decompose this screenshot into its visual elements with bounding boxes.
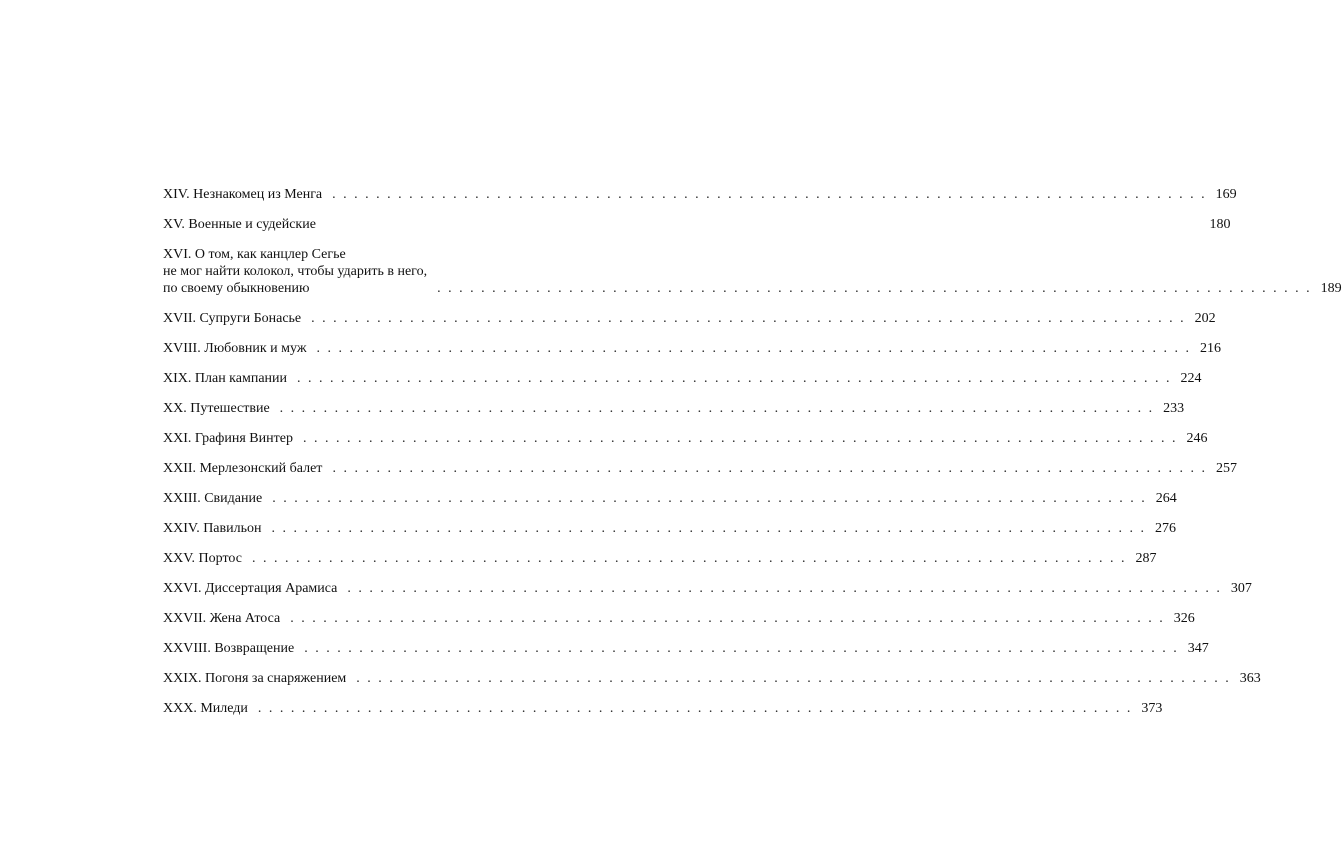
toc-entry [163,550,1157,567]
toc-entry-title [163,640,294,657]
toc-entry [163,246,1342,297]
dot-leader: . . . . . . . . . . . . . . . . . . . . . . . . . . . . . . . . . . . . . . . . . . . . . . . . . . . . . . . . . . . . . . . . . . . . . . . . . . . . . . . . [311,311,1186,326]
toc-entry-title [163,246,427,297]
toc-page-number: 169 [1215,187,1237,202]
toc-entry [163,310,1216,327]
dot-leader: . . . . . . . . . . . . . . . . . . . . . . . . . . . . . . . . . . . . . . . . . . . . . . . . . . . . . . . . . . . . . . . . . . . . . . . . . . . . . . . . [316,341,1192,356]
toc-entry-title [163,310,301,327]
dot-leader: . . . . . . . . . . . . . . . . . . . . . . . . . . . . . . . . . . . . . . . . . . . . . . . . . . . . . . . . . . . . . . . . . . . . . . . . . . . . . . . . [304,641,1179,656]
dot-leader: . . . . . . . . . . . . . . . . . . . . . . . . . . . . . . . . . . . . . . . . . . . . . . . . . . . . . . . . . . . . . . . . . . . . . . . . . . . . . . . . [332,187,1207,202]
toc-page-number: 180 [1209,217,1231,232]
toc-entry-title-line: XV. Военные и судейские [163,217,316,232]
toc-entry-title [163,400,270,417]
dot-leader: . . . . . . . . . . . . . . . . . . . . . . . . . . . . . . . . . . . . . . . . . . . . . . . . . . . . . . . . . . . . . . . . . . . . . . . . . . . . . . . . [297,371,1172,386]
dot-leader: . . . . . . . . . . . . . . . . . . . . . . . . . . . . . . . . . . . . . . . . . . . . . . . . . . . . . . . . . . . . . . . . . . . . . . . . . . . . . . . . [279,401,1155,416]
toc-entry-title-line: XVI. О том, как канцлер Сегье [163,247,346,262]
toc-entry-title-line: по своему обыкновению [163,281,310,296]
dot-leader: . . . . . . . . . . . . . . . . . . . . . . . . . . . . . . . . . . . . . . . . . . . . . . . . . . . . . . . . . . . . . . . . . . . . . . . . . . . . . . . . [257,701,1133,716]
toc-entry-title-line: не мог найти колокол, чтобы ударить в него, [163,264,428,279]
toc-entry-title [163,610,280,627]
toc-entry-title-line: XVII. Супруги Бонасье [163,311,302,326]
toc-entry [163,186,1237,203]
dot-leader: . . . . . . . . . . . . . . . . . . . . . . . . . . . . . . . . . . . . . . . . . . . . . . . . . . . . . . . . . . . . . . . . . . . . . . . . . . . . . . . . [251,551,1127,566]
toc-entry-title [163,340,307,357]
dot-leader: . . . . . . . . . . . . . . . . . . . . . . . . . . . . . . . . . . . . . . . . . . . . . . . . . . . . . . . . . . . . . . . . . . . . . . . . . . . . . . . . [271,521,1146,536]
toc-entry-title [163,430,293,447]
toc-entry-title [163,700,248,717]
dot-leader: . . . . . . . . . . . . . . . . . . . . . . . . . . . . . . . . . . . . . . . . . . . . . . . . . . . . . . . . . . . . . . . . . . . . . . . . . . . . . . . . [356,671,1231,686]
dot-leader: . . . . . . . . . . . . . . . . . . . . . . . . . . . . . . . . . . . . . . . . . . . . . . . . . . . . . . . . . . . . . . . . . . . . . . . . . . . . . . . . [347,581,1222,596]
toc-entry-title [163,216,316,233]
toc-entry-title-line: XXI. Графиня Винтер [163,431,293,446]
toc-entry-title [163,490,262,507]
toc-entry [163,340,1222,357]
toc-entry [163,400,1185,417]
toc-page-number: 307 [1230,581,1252,596]
toc-page-number: 189 [1320,281,1342,296]
toc-page-number: 216 [1200,341,1222,356]
dot-leader: . . . . . . . . . . . . . . . . . . . . . . . . . . . . . . . . . . . . . . . . . . . . . . . . . . . . . . . . . . . . . . . . . . . . . . . . . . . . . . . . [437,281,1312,296]
toc-entry-title-line: XX. Путешествие [163,401,270,416]
toc-entry-title-line: XXIX. Погоня за снаряжением [163,671,347,686]
toc-entry-title [163,580,337,597]
toc-entry-title [163,370,287,387]
toc-page-number: 233 [1163,401,1185,416]
toc-page-number: 363 [1239,671,1261,686]
toc-entry [163,610,1195,627]
toc-entry-title-line: XXVII. Жена Атоса [163,611,281,626]
toc-entry [163,216,1231,233]
toc-entry [163,640,1209,657]
toc-page-number: 224 [1180,371,1202,386]
toc-page-number: 202 [1194,311,1216,326]
table-of-contents [163,186,1342,717]
toc-entry [163,460,1237,477]
dot-leader: . . . . . . . . . . . . . . . . . . . . . . . . . . . . . . . . . . . . . . . . . . . . . . . . . . . . . . . . . . . . . . . . . . . . . . . . . . . . . . . . [272,491,1147,506]
dot-leader: . . . . . . . . . . . . . . . . . . . . . . . . . . . . . . . . . . . . . . . . . . . . . . . . . . . . . . . . . . . . . . . . . . . . . . . . . . . . . . . . [332,461,1207,476]
toc-entry-title-line: XXIII. Свидание [163,491,263,506]
toc-entry-title-line: XXVIII. Возвращение [163,641,295,656]
toc-entry [163,490,1177,507]
toc-entry-title-line: XIV. Незнакомец из Менга [163,187,323,202]
dot-leader: . . . . . . . . . . . . . . . . . . . . . . . . . . . . . . . . . . . . . . . . . . . . . . . . . . . . . . . . . . . . . . . . . . . . . . . . . . . . . . . . [290,611,1165,626]
toc-entry-title [163,550,242,567]
toc-entry-title-line: XVIII. Любовник и муж [163,341,307,356]
toc-entry-title-line: XXII. Мерлезонский балет [163,461,323,476]
toc-page-number: 264 [1155,491,1177,506]
toc-page-number: 287 [1135,551,1157,566]
toc-entry [163,520,1176,537]
toc-page-number: 347 [1187,641,1209,656]
toc-page-number: 246 [1186,431,1208,446]
toc-entry [163,700,1163,717]
toc-page-number: 276 [1154,521,1176,536]
dot-leader: . . . . . . . . . . . . . . . . . . . . . . . . . . . . . . . . . . . . . . . . . . . . . . . . . . . . . . . . . . . . . . . . . . . . . . . . . . . . . . . . [302,431,1178,446]
toc-page-number: 257 [1215,461,1237,476]
toc-entry-title-line: XXIV. Павильон [163,521,262,536]
toc-entry-title-line: XXV. Портос [163,551,242,566]
toc-entry [163,670,1261,687]
toc-entry-title-line: XXX. Миледи [163,701,248,716]
toc-entry [163,370,1202,387]
toc-entry-title [163,460,322,477]
toc-entry [163,430,1208,447]
toc-entry-title [163,186,322,203]
toc-entry-title-line: XXVI. Диссертация Арамиса [163,581,338,596]
toc-entry-title [163,670,346,687]
toc-entry-title-line: XIX. План кампании [163,371,288,386]
toc-page-number: 373 [1141,701,1163,716]
toc-entry [163,580,1252,597]
toc-entry-title [163,520,261,537]
toc-page-number: 326 [1173,611,1195,626]
